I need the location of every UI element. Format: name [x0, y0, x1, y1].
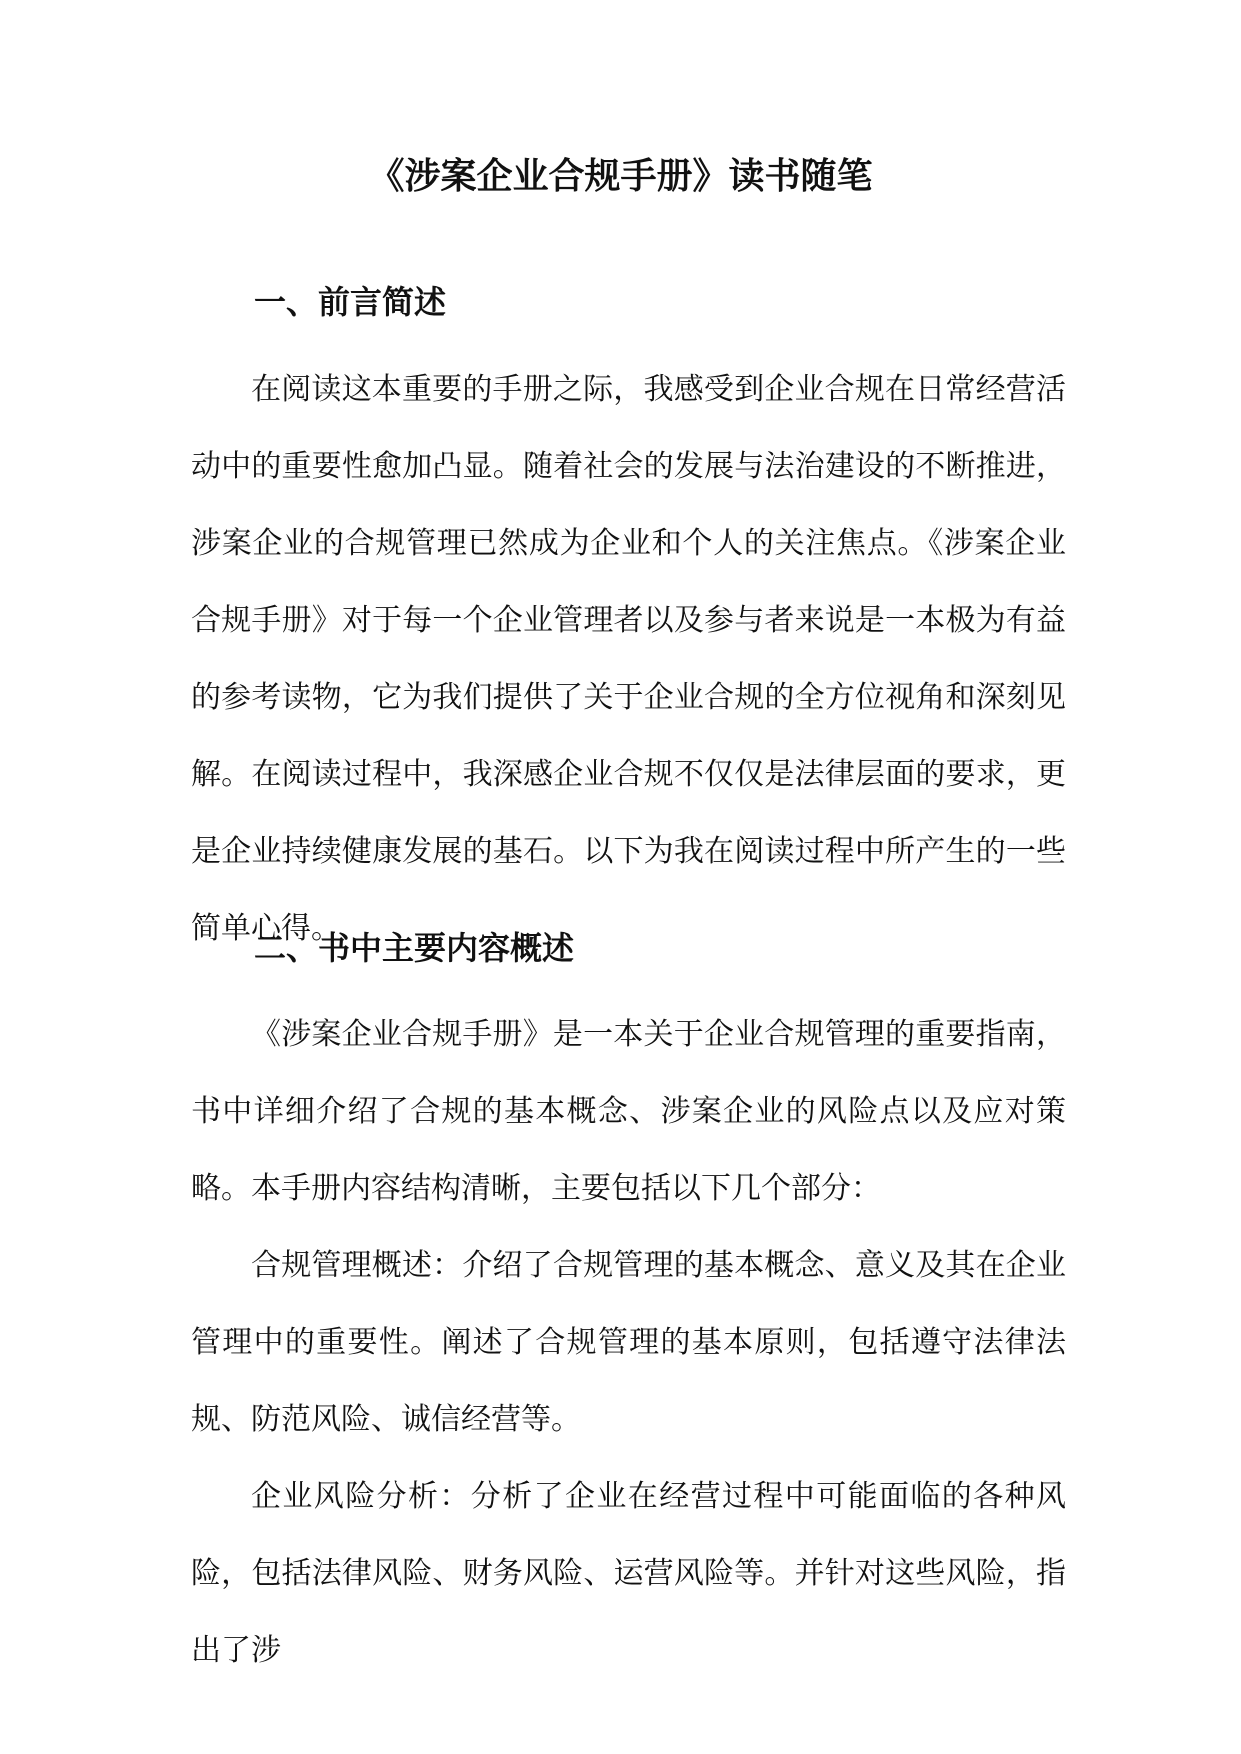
preface-paragraph: 在阅读这本重要的手册之际，我感受到企业合规在日常经营活动中的重要性愈加凸显。随着社会的发展与法治建设的不断推进，涉案企业的合规管理已然成为企业和个人的关注焦点。《涉案企业合规手册》对于每一个企业管理者以及参与者来说是一本极为有益的参考读物，它为我们提供了关于企业合规的全方位视角和深刻见解。在阅读过程中，我深感企业合规不仅仅是法律层面的要求，更是企业持续健康发展的基石。以下为我在阅读过程中所产生的一些简单心得。	[191, 372, 1066, 946]
overview-paragraph-intro: 《涉案企业合规手册》是一本关于企业合规管理的重要指南，书中详细介绍了合规的基本概念、涉案企业的风险点以及应对策略。本手册内容结构清晰，主要包括以下几个部分：	[191, 1017, 1066, 1206]
overview-paragraph-risk-analysis: 企业风险分析：分析了企业在经营过程中可能面临的各种风险，包括法律风险、财务风险、运营风险等。并针对这些风险，指出了涉	[191, 1479, 1066, 1668]
document-title: 《涉案企业合规手册》读书随笔	[368, 155, 873, 197]
section-heading-overview: 二、书中主要内容概述	[254, 929, 575, 967]
section-heading-preface: 一、前言简述	[254, 283, 447, 321]
overview-paragraph-compliance-management: 合规管理概述：介绍了合规管理的基本概念、意义及其在企业管理中的重要性。阐述了合规管理的基本原则，包括遵守法律法规、防范风险、诚信经营等。	[191, 1248, 1066, 1437]
